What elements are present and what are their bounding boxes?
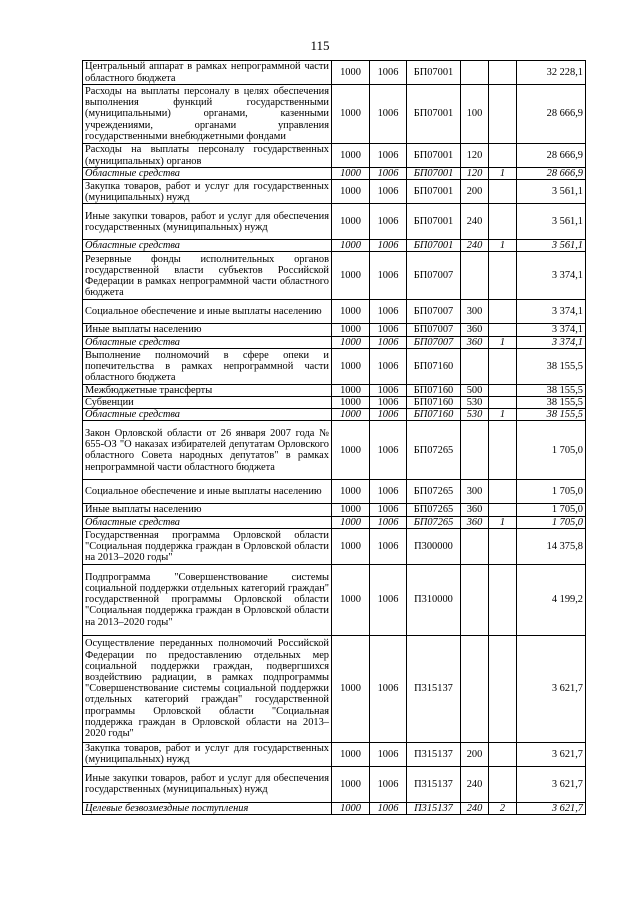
row-name: Осуществление переданных полномочий Российской Федерации по предоставлению отдельных мер социальной поддержки граждан, подвергшихся воздействию радиации, в рамках подпрограммы "Совершенствование системы социальной поддержки отдельных категорий граждан" государственной программы Орловской области "Социальная поддержка граждан в Орловской области на 2013–2020 годы" [83,635,332,742]
row-subsection: 1006 [370,324,407,336]
row-target-article: БП07160 [407,348,461,384]
table-row [83,348,586,384]
row-expense-type: 100 [461,85,489,144]
row-amount: 38 155,5 [517,348,586,384]
table-row [83,180,586,204]
row-subsection: 1006 [370,766,407,802]
row-expense-type: 360 [461,324,489,336]
table-row [83,61,586,85]
row-section: 1000 [332,802,370,814]
row-amount: 3 621,7 [517,635,586,742]
row-name: Резервные фонды исполнительных органов государственной власти субъектов Российской Федерации в рамках непрограммной части областного бюджета [83,252,332,300]
row-target-article: П315137 [407,766,461,802]
table-row [83,85,586,144]
row-section: 1000 [332,240,370,252]
row-name: Расходы на выплаты персоналу государственных (муниципальных) органов [83,144,332,168]
table-row [83,204,586,240]
row-section: 1000 [332,635,370,742]
row-target-article: БП07007 [407,252,461,300]
row-target-article: БП07007 [407,300,461,324]
row-section: 1000 [332,516,370,528]
row-amount: 3 621,7 [517,742,586,766]
row-section: 1000 [332,168,370,180]
row-funding-source [489,528,517,564]
row-section: 1000 [332,384,370,396]
row-name: Закупка товаров, работ и услуг для государственных (муниципальных) нужд [83,180,332,204]
row-section: 1000 [332,528,370,564]
row-target-article: БП07265 [407,421,461,480]
row-name: Социальное обеспечение и иные выплаты населению [83,300,332,324]
row-amount: 3 374,1 [517,252,586,300]
row-amount: 32 228,1 [517,61,586,85]
row-target-article: БП07001 [407,144,461,168]
row-subsection: 1006 [370,742,407,766]
row-expense-type [461,564,489,635]
row-amount: 3 374,1 [517,300,586,324]
table-row [83,766,586,802]
row-funding-source: 1 [489,168,517,180]
row-target-article: П315137 [407,802,461,814]
table-row [83,480,586,504]
row-name: Областные средства [83,409,332,421]
row-amount: 38 155,5 [517,409,586,421]
row-section: 1000 [332,204,370,240]
row-expense-type: 240 [461,802,489,814]
row-expense-type: 500 [461,384,489,396]
row-expense-type: 120 [461,168,489,180]
row-subsection: 1006 [370,336,407,348]
row-expense-type [461,528,489,564]
row-amount: 1 705,0 [517,516,586,528]
row-section: 1000 [332,397,370,409]
row-section: 1000 [332,564,370,635]
row-subsection: 1006 [370,528,407,564]
row-subsection: 1006 [370,348,407,384]
row-name: Областные средства [83,516,332,528]
row-section: 1000 [332,336,370,348]
row-funding-source: 2 [489,802,517,814]
row-expense-type: 360 [461,336,489,348]
row-section: 1000 [332,766,370,802]
row-subsection: 1006 [370,252,407,300]
table-row [83,144,586,168]
row-funding-source [489,766,517,802]
row-funding-source: 1 [489,336,517,348]
table-row [83,168,586,180]
row-section: 1000 [332,144,370,168]
row-target-article: БП07001 [407,204,461,240]
row-expense-type: 360 [461,504,489,516]
row-expense-type: 360 [461,516,489,528]
row-name: Социальное обеспечение и иные выплаты населению [83,480,332,504]
row-funding-source [489,300,517,324]
row-funding-source [489,85,517,144]
row-section: 1000 [332,480,370,504]
row-name: Подпрограмма "Совершенствование системы социальной поддержки отдельных категорий граждан" государственной программы Орловской области "Социальная поддержка граждан в Орловской области на 2013–2020 годы" [83,564,332,635]
row-expense-type: 200 [461,180,489,204]
row-name: Государственная программа Орловской области "Социальная поддержка граждан в Орловской области на 2013–2020 годы" [83,528,332,564]
row-subsection: 1006 [370,180,407,204]
row-funding-source [489,421,517,480]
row-funding-source: 1 [489,409,517,421]
row-target-article: БП07160 [407,397,461,409]
row-amount: 28 666,9 [517,85,586,144]
row-name: Областные средства [83,336,332,348]
row-subsection: 1006 [370,85,407,144]
row-name: Областные средства [83,168,332,180]
row-funding-source [489,742,517,766]
row-section: 1000 [332,409,370,421]
row-name: Центральный аппарат в рамках непрограммной части областного бюджета [83,61,332,85]
row-target-article: БП07001 [407,240,461,252]
row-target-article: БП07001 [407,61,461,85]
row-name: Расходы на выплаты персоналу в целях обеспечения выполнения функций государственными (муниципальными) органами, казенными учреждениями, органами управления государственными внебюджетными фондами [83,85,332,144]
table-row [83,324,586,336]
row-section: 1000 [332,504,370,516]
row-funding-source [489,384,517,396]
table-row [83,252,586,300]
row-funding-source [489,635,517,742]
table-row [83,421,586,480]
row-funding-source [489,252,517,300]
row-section: 1000 [332,61,370,85]
row-target-article: П315137 [407,742,461,766]
row-target-article: П315137 [407,635,461,742]
row-target-article: БП07160 [407,384,461,396]
row-subsection: 1006 [370,204,407,240]
row-amount: 38 155,5 [517,397,586,409]
row-section: 1000 [332,180,370,204]
row-amount: 3 561,1 [517,180,586,204]
row-amount: 3 621,7 [517,802,586,814]
row-amount: 3 374,1 [517,324,586,336]
row-name: Иные закупки товаров, работ и услуг для обеспечения государственных (муниципальных) нужд [83,766,332,802]
table-row [83,635,586,742]
row-expense-type [461,421,489,480]
row-subsection: 1006 [370,61,407,85]
row-funding-source [489,324,517,336]
row-name: Иные выплаты населению [83,504,332,516]
row-name: Межбюджетные трансферты [83,384,332,396]
row-subsection: 1006 [370,144,407,168]
row-section: 1000 [332,324,370,336]
row-subsection: 1006 [370,564,407,635]
table-row [83,802,586,814]
row-expense-type: 240 [461,766,489,802]
page-number: 115 [310,38,330,53]
row-amount: 28 666,9 [517,144,586,168]
row-subsection: 1006 [370,635,407,742]
row-target-article: БП07265 [407,516,461,528]
row-funding-source: 1 [489,516,517,528]
row-amount: 1 705,0 [517,504,586,516]
row-name: Иные выплаты населению [83,324,332,336]
row-subsection: 1006 [370,802,407,814]
row-expense-type [461,252,489,300]
row-section: 1000 [332,252,370,300]
row-section: 1000 [332,85,370,144]
row-funding-source: 1 [489,240,517,252]
table-row [83,742,586,766]
row-section: 1000 [332,742,370,766]
row-amount: 4 199,2 [517,564,586,635]
row-expense-type: 300 [461,300,489,324]
row-expense-type: 240 [461,240,489,252]
row-funding-source [489,397,517,409]
table-row [83,409,586,421]
row-name: Выполнение полномочий в сфере опеки и попечительства в рамках непрограммной части областного бюджета [83,348,332,384]
row-target-article: П300000 [407,528,461,564]
budget-table [82,60,586,815]
row-funding-source [489,180,517,204]
row-name: Субвенции [83,397,332,409]
row-subsection: 1006 [370,384,407,396]
row-amount: 38 155,5 [517,384,586,396]
row-name: Областные средства [83,240,332,252]
row-target-article: БП07265 [407,504,461,516]
row-name: Иные закупки товаров, работ и услуг для обеспечения государственных (муниципальных) нужд [83,204,332,240]
table-row [83,240,586,252]
row-funding-source [489,61,517,85]
row-target-article: П310000 [407,564,461,635]
row-target-article: БП07007 [407,336,461,348]
row-funding-source [489,480,517,504]
row-expense-type: 240 [461,204,489,240]
row-amount: 14 375,8 [517,528,586,564]
row-amount: 3 374,1 [517,336,586,348]
row-section: 1000 [332,348,370,384]
row-section: 1000 [332,300,370,324]
row-expense-type: 530 [461,409,489,421]
row-amount: 28 666,9 [517,168,586,180]
row-subsection: 1006 [370,516,407,528]
row-name: Закупка товаров, работ и услуг для государственных (муниципальных) нужд [83,742,332,766]
table-row [83,516,586,528]
row-section: 1000 [332,421,370,480]
row-target-article: БП07001 [407,168,461,180]
table-row [83,300,586,324]
row-funding-source [489,564,517,635]
row-funding-source [489,504,517,516]
table-row [83,384,586,396]
row-subsection: 1006 [370,300,407,324]
row-expense-type [461,348,489,384]
table-row [83,528,586,564]
row-target-article: БП07001 [407,85,461,144]
row-expense-type [461,635,489,742]
row-target-article: БП07007 [407,324,461,336]
row-amount: 1 705,0 [517,421,586,480]
row-target-article: БП07001 [407,180,461,204]
table-row [83,397,586,409]
row-target-article: БП07265 [407,480,461,504]
row-subsection: 1006 [370,421,407,480]
row-subsection: 1006 [370,480,407,504]
row-amount: 3 561,1 [517,204,586,240]
row-expense-type: 300 [461,480,489,504]
row-amount: 3 561,1 [517,240,586,252]
row-subsection: 1006 [370,168,407,180]
row-expense-type: 200 [461,742,489,766]
row-subsection: 1006 [370,397,407,409]
row-expense-type: 120 [461,144,489,168]
row-funding-source [489,204,517,240]
table-row [83,564,586,635]
row-funding-source [489,144,517,168]
row-name: Целевые безвозмездные поступления [83,802,332,814]
table-row [83,504,586,516]
row-amount: 3 621,7 [517,766,586,802]
row-expense-type: 530 [461,397,489,409]
row-name: Закон Орловской области от 26 января 2007 года № 655-ОЗ "О наказах избирателей депутатам Орловского областного Совета народных депутатов" в рамках непрограммной части областного бюджета [83,421,332,480]
row-expense-type [461,61,489,85]
row-subsection: 1006 [370,240,407,252]
row-subsection: 1006 [370,409,407,421]
row-funding-source [489,348,517,384]
row-amount: 1 705,0 [517,480,586,504]
row-target-article: БП07160 [407,409,461,421]
row-subsection: 1006 [370,504,407,516]
table-row [83,336,586,348]
